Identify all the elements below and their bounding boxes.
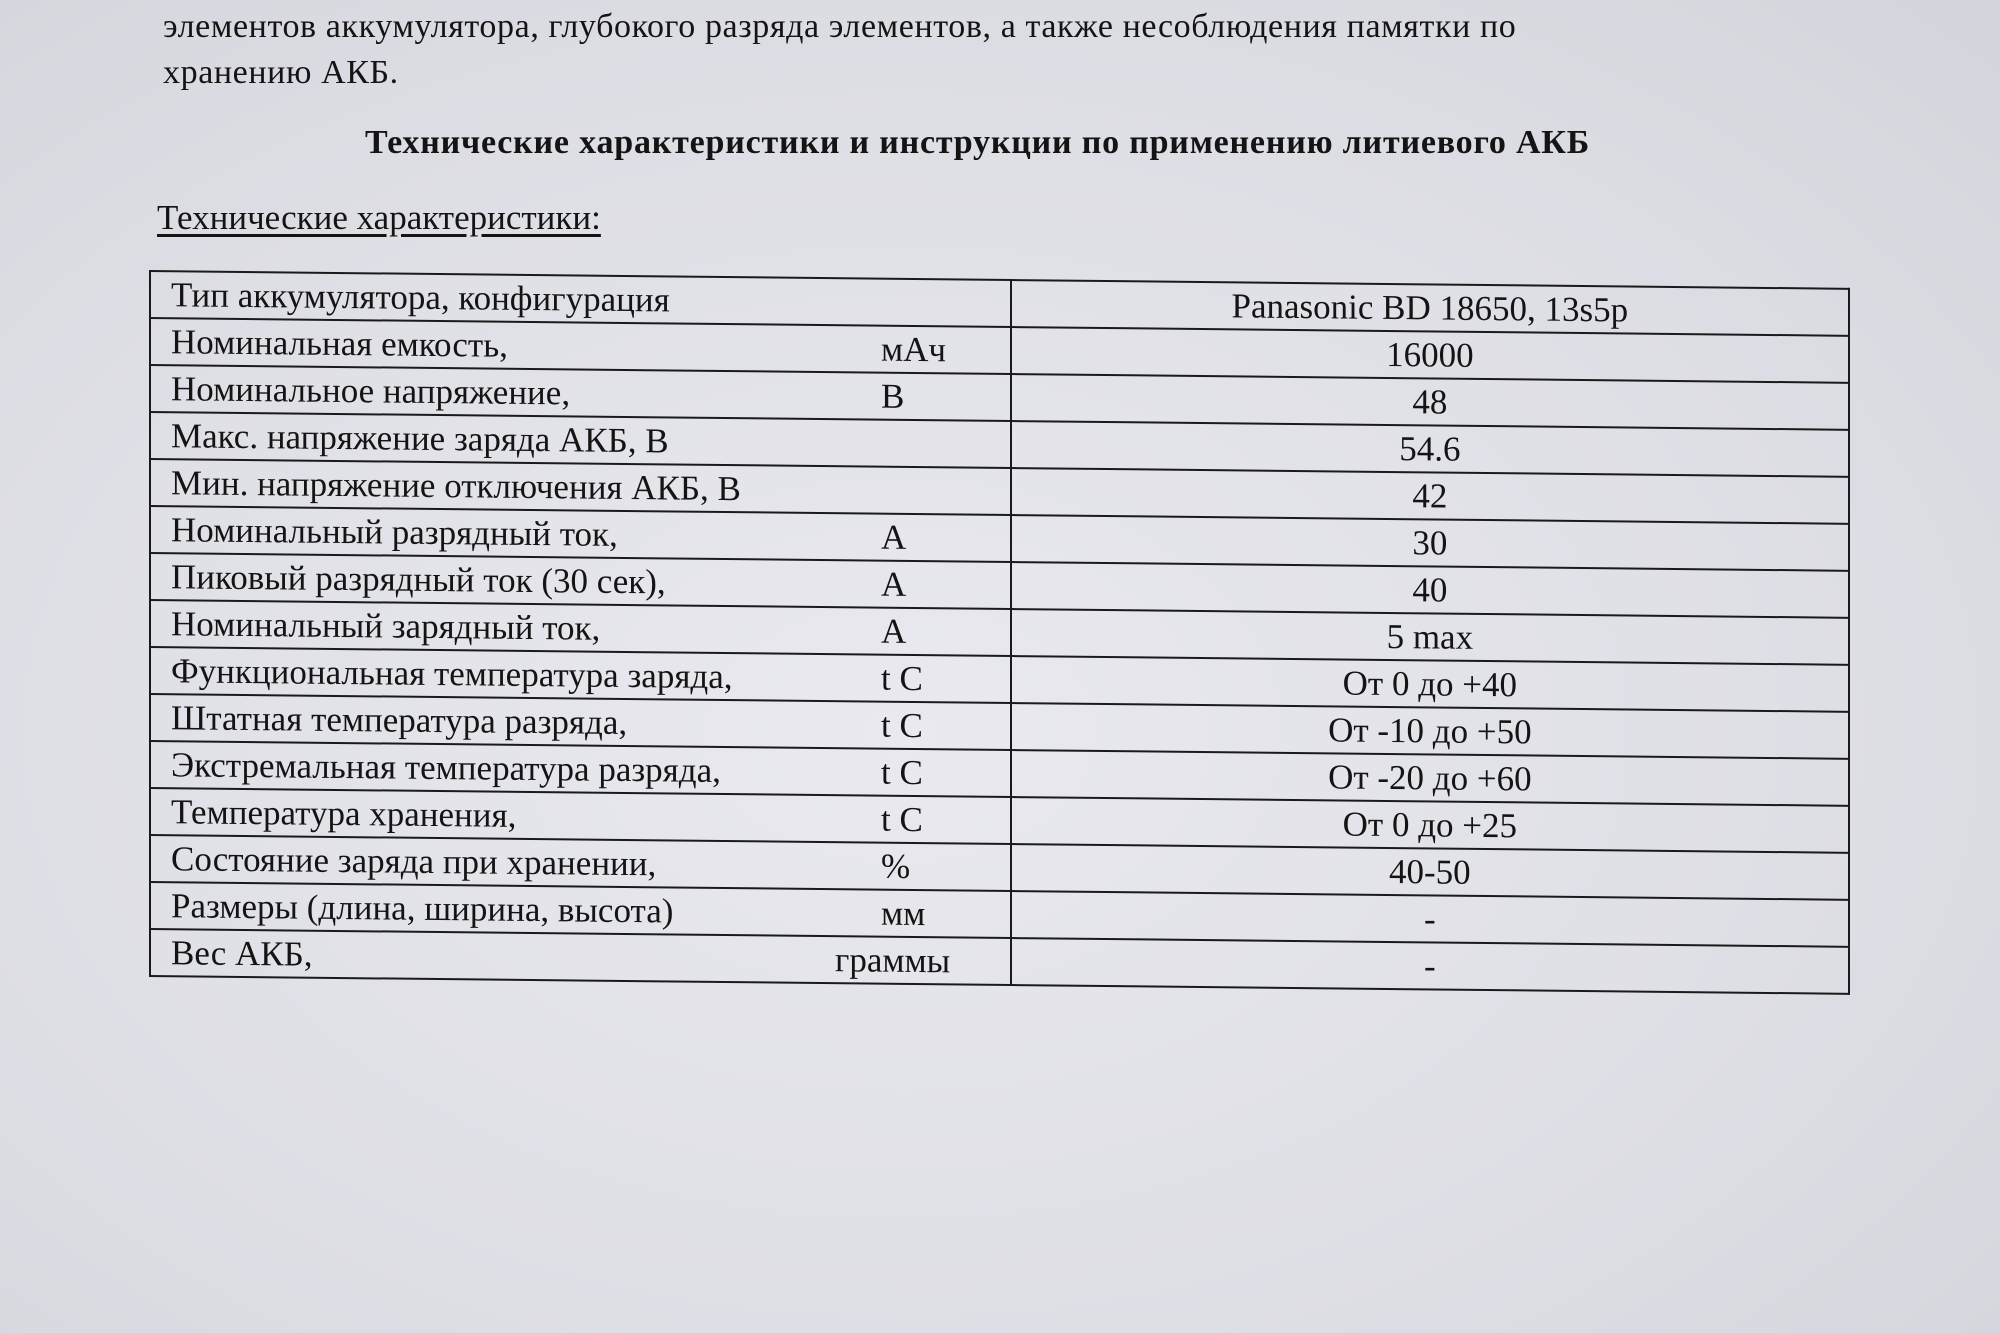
param-unit: А: [881, 564, 907, 604]
param-value: 16000: [1011, 327, 1849, 383]
param-value: -: [1011, 938, 1849, 994]
param-value: 48: [1011, 374, 1849, 430]
param-value: 40: [1011, 562, 1849, 618]
param-name: Состояние заряда при хранении,: [171, 839, 657, 884]
param-name: Номинальное напряжение,: [171, 369, 571, 413]
param-value: От 0 до +40: [1011, 656, 1849, 712]
param-unit: В: [881, 376, 905, 416]
param-unit: А: [881, 517, 907, 557]
intro-line-1: элементов аккумулятора, глубокого разряда элементов, а также несоблюдения памятки по: [163, 8, 1517, 45]
param-unit: t С: [881, 752, 923, 793]
intro-line-2: хранению АКБ.: [163, 54, 399, 91]
param-name: Номинальная емкость,: [171, 322, 508, 365]
param-value: От -10 до +50: [1011, 703, 1849, 759]
param-value: -: [1011, 891, 1849, 947]
param-unit: граммы: [835, 940, 951, 981]
param-name: Функциональная температура заряда,: [171, 651, 733, 697]
intro-paragraph: [163, 4, 1823, 96]
param-value: 54.6: [1011, 421, 1849, 477]
param-name: Тип аккумулятора, конфигурация: [171, 275, 670, 320]
param-value: 30: [1011, 515, 1849, 571]
param-value: От 0 до +25: [1011, 797, 1849, 853]
param-unit: %: [881, 846, 911, 886]
param-unit: А: [881, 611, 907, 651]
param-name: Макс. напряжение заряда АКБ, В: [171, 416, 669, 461]
param-name: Номинальный зарядный ток,: [171, 604, 601, 648]
param-value: От -20 до +60: [1011, 750, 1849, 806]
param-name: Штатная температура разряда,: [171, 698, 628, 743]
param-unit: t С: [881, 705, 923, 746]
param-name: Вес АКБ,: [171, 933, 313, 974]
param-unit: мм: [881, 893, 926, 934]
param-unit: t С: [881, 658, 923, 699]
param-name: Мин. напряжение отключения АКБ, В: [171, 463, 741, 509]
param-value: 5 max: [1011, 609, 1849, 665]
param-cell: [150, 929, 1011, 985]
param-name: Пиковый разрядный ток (30 сек),: [171, 557, 666, 602]
document-title: Технические характеристики и инструкции по применению литиевого АКБ: [365, 124, 1591, 161]
param-unit: мАч: [881, 329, 947, 370]
spec-table: [149, 270, 1850, 995]
param-name: Номинальный разрядный ток,: [171, 510, 618, 554]
param-value: 42: [1011, 468, 1849, 524]
param-value: Panasonic BD 18650, 13s5p: [1011, 280, 1849, 336]
param-name: Температура хранения,: [171, 792, 517, 835]
param-name: Экстремальная температура разряда,: [171, 745, 721, 790]
param-unit: t С: [881, 799, 923, 840]
param-name: Размеры (длина, ширина, высота): [171, 886, 674, 931]
param-value: 40-50: [1011, 844, 1849, 900]
section-heading: Технические характеристики:: [157, 198, 601, 237]
